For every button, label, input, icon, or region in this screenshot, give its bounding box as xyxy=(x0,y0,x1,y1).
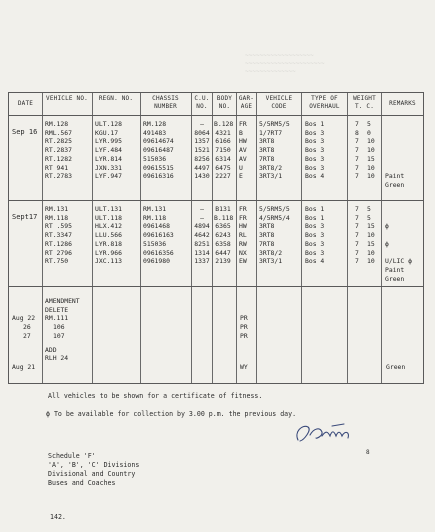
cell-regn-no: LYR.995 xyxy=(95,137,122,146)
cell-weight-tons: 8 xyxy=(355,128,359,137)
cell-vehicle-no: RT 2796 xyxy=(45,248,72,257)
header-vehicle-no: VEHICLE NO. xyxy=(46,95,88,102)
cell-overhaul: Bos 3 xyxy=(305,248,325,257)
cell-weight-tons: 7 xyxy=(355,222,359,231)
cell-weight-tons: 7 xyxy=(355,231,359,240)
cell-cu-no: — xyxy=(200,205,204,213)
cell-chassis-number: 0961468 xyxy=(143,222,170,231)
cell-weight-cwt: 5 xyxy=(367,205,371,213)
cell-overhaul: Bos 3 xyxy=(305,163,325,172)
cell-remarks: U/LIC ϕ xyxy=(385,257,412,266)
cell-body-no: 6365 xyxy=(215,222,231,231)
group-date: Sep 16 xyxy=(12,128,38,136)
header-cu-no: C.U. NO. xyxy=(194,95,210,110)
cell-vehicle-code: 3RT8/2 xyxy=(259,163,283,172)
cell-regn-no: LLU.566 xyxy=(95,231,122,240)
cell-regn-no: ULT.128 xyxy=(95,120,122,128)
amend-garage: PR xyxy=(240,332,248,340)
cell-weight-tons: 7 xyxy=(355,163,359,172)
cell-weight-tons: 7 xyxy=(355,154,359,163)
cell-body-no: 7150 xyxy=(215,146,231,155)
schedule-divisional: Divisional and Country xyxy=(48,470,136,478)
cell-cu-no: 1337 xyxy=(194,257,210,266)
cell-remarks: Paint xyxy=(385,265,405,274)
cell-body-no: 6166 xyxy=(215,137,231,146)
add-vehicle-no: RLH 24 xyxy=(45,354,69,362)
cell-regn-no: JXN.331 xyxy=(95,163,122,172)
amend-vehicle-no: RM.111 xyxy=(45,314,69,322)
cell-chassis-number: RM.128 xyxy=(143,120,167,128)
cell-overhaul: Bos 3 xyxy=(305,137,325,146)
cell-weight-cwt: 10 xyxy=(367,146,375,155)
cell-chassis-number: RM.131 xyxy=(143,205,167,213)
add-remarks: Green xyxy=(386,363,406,371)
cell-body-no: B131 xyxy=(215,205,231,213)
cell-vehicle-code: 3RT8 xyxy=(259,231,275,240)
cell-regn-no: LYR.814 xyxy=(95,154,122,163)
cell-garage: EW xyxy=(239,257,247,266)
cell-vehicle-code: 3RT8 xyxy=(259,137,275,146)
cell-overhaul: Bos 4 xyxy=(305,257,325,266)
cell-remarks: ϕ xyxy=(385,222,389,231)
cell-weight-cwt: 10 xyxy=(367,172,375,181)
header-remarks: REMARKS xyxy=(389,100,416,107)
cell-overhaul: Bos 3 xyxy=(305,154,325,163)
cell-weight-tons: 7 xyxy=(355,213,359,222)
cell-garage: E xyxy=(239,172,243,181)
cell-garage: B xyxy=(239,128,243,137)
cell-vehicle-no: RML.567 xyxy=(45,128,72,137)
cell-garage: HW xyxy=(239,137,247,146)
cell-weight-cwt: 10 xyxy=(367,248,375,257)
cell-garage: RL xyxy=(239,231,247,240)
header-regn-no: REGN. NO. xyxy=(98,95,134,102)
cell-cu-no: 1357 xyxy=(194,137,210,146)
cell-overhaul: Bos 1 xyxy=(305,205,325,213)
cell-body-no: 6358 xyxy=(215,239,231,248)
cell-overhaul: Bos 3 xyxy=(305,231,325,240)
cell-regn-no: LYR.966 xyxy=(95,248,122,257)
cell-regn-no: ULT.118 xyxy=(95,213,122,222)
cell-vehicle-no: RT.2783 xyxy=(45,172,72,181)
cell-cu-no: 8064 xyxy=(194,128,210,137)
cell-vehicle-no: RT.2825 xyxy=(45,137,72,146)
cell-overhaul: Bos 1 xyxy=(305,213,325,222)
cell-garage: FR xyxy=(239,205,247,213)
header-weight: WEIGHT T. C. xyxy=(353,95,376,110)
cell-vehicle-no: RT .595 xyxy=(45,222,72,231)
cell-chassis-number: 491483 xyxy=(143,128,167,137)
cell-chassis-number: 09615515 xyxy=(143,163,174,172)
delete-label: DELETE xyxy=(45,306,69,314)
cell-regn-no: HLX.412 xyxy=(95,222,122,231)
group-date: Sept17 xyxy=(12,213,38,221)
cell-regn-no: LYF.484 xyxy=(95,146,122,155)
cell-weight-tons: 7 xyxy=(355,239,359,248)
cell-regn-no: KGU.17 xyxy=(95,128,119,137)
cell-weight-tons: 7 xyxy=(355,248,359,257)
amend-vehicle-no: 106 xyxy=(53,323,65,331)
cell-remarks: Paint xyxy=(385,172,405,181)
cell-body-no: 6447 xyxy=(215,248,231,257)
cell-cu-no: 4497 xyxy=(194,163,210,172)
cell-vehicle-code: 3RT8 xyxy=(259,222,275,231)
cell-chassis-number: 09616487 xyxy=(143,146,174,155)
cell-weight-tons: 7 xyxy=(355,172,359,181)
cell-vehicle-no: RM.128 xyxy=(45,120,69,128)
signature-mark: 8 xyxy=(366,449,370,456)
vehicle-table xyxy=(8,92,424,384)
cell-garage: U xyxy=(239,163,243,172)
cell-cu-no: 1314 xyxy=(194,248,210,257)
cell-weight-cwt: 10 xyxy=(367,163,375,172)
cell-remarks: Green xyxy=(385,180,405,189)
cell-vehicle-code: 1/7RT7 xyxy=(259,128,283,137)
cell-body-no: 2139 xyxy=(215,257,231,266)
amend-date: 27 xyxy=(23,332,31,340)
note-fitness: All vehicles to be shown for a certificate of fitness. xyxy=(48,392,263,400)
cell-regn-no: LYR.818 xyxy=(95,239,122,248)
cell-vehicle-code: 3RT3/1 xyxy=(259,257,283,266)
cell-vehicle-code: 3RT3/1 xyxy=(259,172,283,181)
amend-garage: PR xyxy=(240,314,248,322)
cell-weight-tons: 7 xyxy=(355,146,359,155)
cell-overhaul: Bos 1 xyxy=(305,120,325,128)
cell-weight-tons: 7 xyxy=(355,257,359,266)
cell-overhaul: Bos 3 xyxy=(305,239,325,248)
cell-weight-cwt: 0 xyxy=(367,128,371,137)
add-label: ADD xyxy=(45,346,57,354)
cell-chassis-number: 09616163 xyxy=(143,231,174,240)
amend-date: 26 xyxy=(23,323,31,331)
cell-body-no: B.118 xyxy=(214,213,234,222)
header-vehicle-code: VEHICLE CODE xyxy=(265,95,293,110)
cell-chassis-number: RM.118 xyxy=(143,213,167,222)
cell-vehicle-no: RT.1282 xyxy=(45,154,72,163)
cell-chassis-number: 09616316 xyxy=(143,172,174,181)
cell-remarks: ϕ xyxy=(385,239,389,248)
cell-overhaul: Bos 3 xyxy=(305,146,325,155)
cell-weight-cwt: 5 xyxy=(367,120,371,128)
page-number: 142. xyxy=(50,513,66,521)
cell-weight-cwt: 15 xyxy=(367,222,375,231)
cell-vehicle-no: RT.3347 xyxy=(45,231,72,240)
amendment-label: AMENDMENT xyxy=(45,297,80,305)
cell-weight-tons: 7 xyxy=(355,120,359,128)
cell-chassis-number: 515036 xyxy=(143,154,167,163)
cell-cu-no: 1521 xyxy=(194,146,210,155)
cell-chassis-number: 09616356 xyxy=(143,248,174,257)
schedule-title: Schedule 'F' xyxy=(48,452,96,460)
cell-cu-no: — xyxy=(200,120,204,128)
cell-vehicle-code: 4/5RM5/4 xyxy=(259,213,290,222)
cell-body-no: 6314 xyxy=(215,154,231,163)
cell-vehicle-no: RT.2837 xyxy=(45,146,72,155)
cell-overhaul: Bos 4 xyxy=(305,172,325,181)
add-garage: WY xyxy=(240,363,248,371)
cell-cu-no: 4894 xyxy=(194,222,210,231)
cell-weight-cwt: 15 xyxy=(367,239,375,248)
cell-vehicle-no: RM.118 xyxy=(45,213,69,222)
cell-chassis-number: 515036 xyxy=(143,239,167,248)
cell-body-no: B.128 xyxy=(214,120,234,128)
cell-cu-no: 8256 xyxy=(194,154,210,163)
cell-cu-no: 8251 xyxy=(194,239,210,248)
cell-body-no: 6475 xyxy=(215,163,231,172)
header-chassis-number: CHASSIS NUMBER xyxy=(152,95,179,110)
amend-date: Aug 22 xyxy=(12,314,36,322)
cell-regn-no: ULT.131 xyxy=(95,205,122,213)
note-collection: ϕ To be available for collection by 3.00 p.m. the previous day. xyxy=(46,410,297,418)
cell-vehicle-code: 5/5RM5/5 xyxy=(259,120,290,128)
header-body-no: BODY NO. xyxy=(216,95,233,110)
cell-body-no: 6243 xyxy=(215,231,231,240)
cell-vehicle-no: RT.1286 xyxy=(45,239,72,248)
amend-vehicle-no: 107 xyxy=(53,332,65,340)
cell-cu-no: 4642 xyxy=(194,231,210,240)
cell-vehicle-code: 3RT8/2 xyxy=(259,248,283,257)
cell-garage: RW xyxy=(239,239,247,248)
header-garage: GAR- AGE xyxy=(238,95,255,110)
cell-weight-tons: 7 xyxy=(355,205,359,213)
cell-weight-cwt: 10 xyxy=(367,137,375,146)
cell-regn-no: JXC.113 xyxy=(95,257,122,266)
cell-vehicle-code: 3RT8 xyxy=(259,146,275,155)
cell-weight-cwt: 10 xyxy=(367,231,375,240)
cell-vehicle-no: RT.750 xyxy=(45,257,69,266)
cell-overhaul: Bos 3 xyxy=(305,128,325,137)
header-date: DATE xyxy=(17,100,34,107)
cell-garage: AV xyxy=(239,146,247,155)
bleed-through: ~~~~~~~~~~~~~~~~~~~ ~~~~~~~~~~~~~~~~~~~~~~ ~~~~~~~~~~~~~~ xyxy=(245,52,325,75)
cell-regn-no: LYF.947 xyxy=(95,172,122,181)
cell-vehicle-no: RT 941 xyxy=(45,163,69,172)
cell-weight-cwt: 5 xyxy=(367,213,371,222)
cell-garage: FR xyxy=(239,120,247,128)
cell-vehicle-code: 7RT8 xyxy=(259,154,275,163)
header-type-of-overhaul: TYPE OF OVERHAUL xyxy=(309,95,340,110)
cell-garage: AV xyxy=(239,154,247,163)
cell-weight-cwt: 15 xyxy=(367,154,375,163)
cell-body-no: 4321 xyxy=(215,128,231,137)
cell-garage: HW xyxy=(239,222,247,231)
add-date: Aug 21 xyxy=(12,363,36,371)
cell-remarks: Green xyxy=(385,274,405,283)
cell-cu-no: — xyxy=(200,213,204,222)
cell-vehicle-no: RM.131 xyxy=(45,205,69,213)
cell-chassis-number: 0961980 xyxy=(143,257,170,266)
signature xyxy=(292,418,362,448)
cell-weight-cwt: 10 xyxy=(367,257,375,266)
cell-vehicle-code: 7RT8 xyxy=(259,239,275,248)
cell-weight-tons: 7 xyxy=(355,137,359,146)
cell-chassis-number: 09614674 xyxy=(143,137,174,146)
cell-cu-no: 1430 xyxy=(194,172,210,181)
cell-garage: NX xyxy=(239,248,247,257)
schedule-divisions: 'A', 'B', 'C' Divisions xyxy=(48,461,140,469)
schedule-buses: Buses and Coaches xyxy=(48,479,116,487)
cell-body-no: 2227 xyxy=(215,172,231,181)
amend-garage: PR xyxy=(240,323,248,331)
cell-vehicle-code: 5/5RM5/5 xyxy=(259,205,290,213)
cell-garage: FR xyxy=(239,213,247,222)
cell-overhaul: Bos 3 xyxy=(305,222,325,231)
